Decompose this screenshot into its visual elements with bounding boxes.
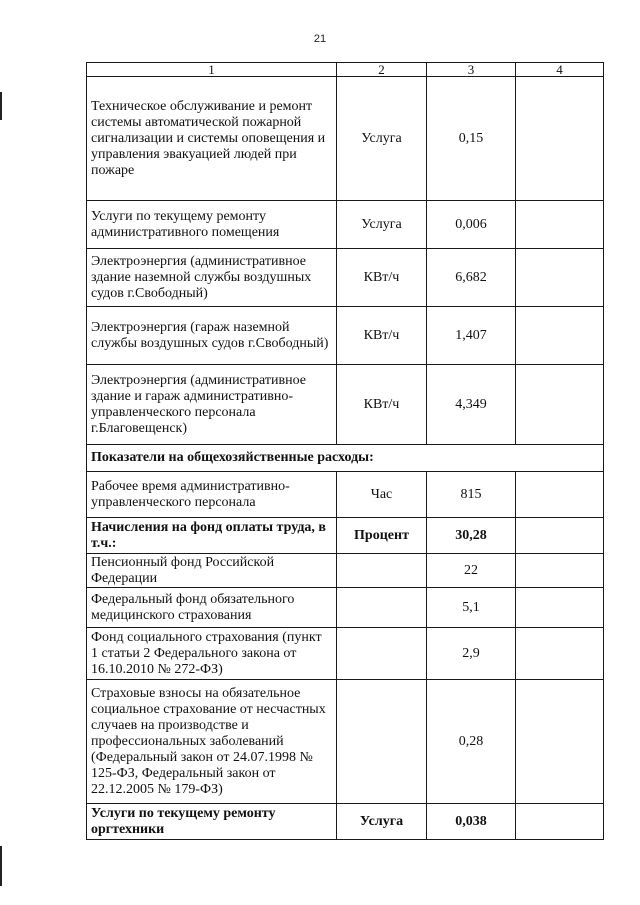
row-value-cell: 815 [427,472,516,518]
row-value-cell: 1,407 [427,307,516,365]
row-extra-cell [516,680,604,804]
table-header-row [87,63,604,77]
row-unit-cell: Услуга [337,77,427,201]
row-extra-cell [516,77,604,201]
row-name-cell: Услуги по текущему ремонту оргтехники [87,804,337,840]
tariff-table [86,62,604,840]
row-extra-cell [516,628,604,680]
row-unit-cell: КВт/ч [337,249,427,307]
table-row [87,201,604,249]
table-row [87,307,604,365]
row-value-cell: 30,28 [427,518,516,554]
row-name-cell: Фонд социального страхования (пункт 1 статьи 2 Федерального закона от 16.10.2010 № 272-ФЗ) [87,628,337,680]
row-unit-cell: КВт/ч [337,365,427,445]
row-name-cell: Пенсионный фонд Российской Федерации [87,554,337,588]
row-extra-cell [516,588,604,628]
row-name-cell: Федеральный фонд обязательного медицинского страхования [87,588,337,628]
row-value-cell: 0,15 [427,77,516,201]
row-extra-cell [516,201,604,249]
header-cell-4: 4 [516,63,604,77]
row-value-cell: 5,1 [427,588,516,628]
row-value-cell: 0,006 [427,201,516,249]
row-value-cell: 22 [427,554,516,588]
table-row [87,77,604,201]
row-extra-cell [516,554,604,588]
row-name-cell: Начисления на фонд оплаты труда, в т.ч.: [87,518,337,554]
row-value-cell: 0,28 [427,680,516,804]
row-value-cell: 6,682 [427,249,516,307]
row-name-cell: Техническое обслуживание и ремонт системы автоматической пожарной сигнализации и системы оповещения и управления эвакуацией людей при пожаре [87,77,337,201]
header-cell-3: 3 [427,63,516,77]
row-value-cell: 2,9 [427,628,516,680]
row-extra-cell [516,518,604,554]
row-extra-cell [516,307,604,365]
table-row [87,680,604,804]
table-row [87,472,604,518]
scan-edge-mark-bottom [0,846,2,886]
row-unit-cell: КВт/ч [337,307,427,365]
row-unit-cell: Час [337,472,427,518]
row-unit-cell: Услуга [337,201,427,249]
row-value-cell: 0,038 [427,804,516,840]
header-cell-1: 1 [87,63,337,77]
table-row [87,249,604,307]
table-row [87,554,604,588]
row-name-cell: Услуги по текущему ремонту административного помещения [87,201,337,249]
table-row [87,518,604,554]
row-name-cell: Страховые взносы на обязательное социальное страхование от несчастных случаев на производстве и профессиональных заболеваний (Федеральный закон от 24.07.1998 № 125-ФЗ, Федеральный закон от 22.12.2005 № 179-ФЗ) [87,680,337,804]
page-number: 21 [313,33,327,45]
table-row [87,804,604,840]
row-name-cell: Электроэнергия (гараж наземной службы воздушных судов г.Свободный) [87,307,337,365]
row-unit-cell [337,680,427,804]
row-unit-cell [337,554,427,588]
row-name-cell: Электроэнергия (административное здание и гараж административно-управленческого персонала г.Благовещенск) [87,365,337,445]
header-cell-2: 2 [337,63,427,77]
scan-edge-mark-top [0,92,2,120]
row-value-cell: 4,349 [427,365,516,445]
table-row [87,588,604,628]
row-extra-cell [516,365,604,445]
row-extra-cell [516,249,604,307]
row-unit-cell: Процент [337,518,427,554]
table-row [87,628,604,680]
row-name-cell: Электроэнергия (административное здание наземной службы воздушных судов г.Свободный) [87,249,337,307]
row-unit-cell [337,628,427,680]
section-row [87,445,604,472]
row-extra-cell [516,472,604,518]
table-row [87,365,604,445]
row-unit-cell: Услуга [337,804,427,840]
row-extra-cell [516,804,604,840]
section-title: Показатели на общехозяйственные расходы: [87,445,604,472]
row-name-cell: Рабочее время административно-управленческого персонала [87,472,337,518]
row-unit-cell [337,588,427,628]
